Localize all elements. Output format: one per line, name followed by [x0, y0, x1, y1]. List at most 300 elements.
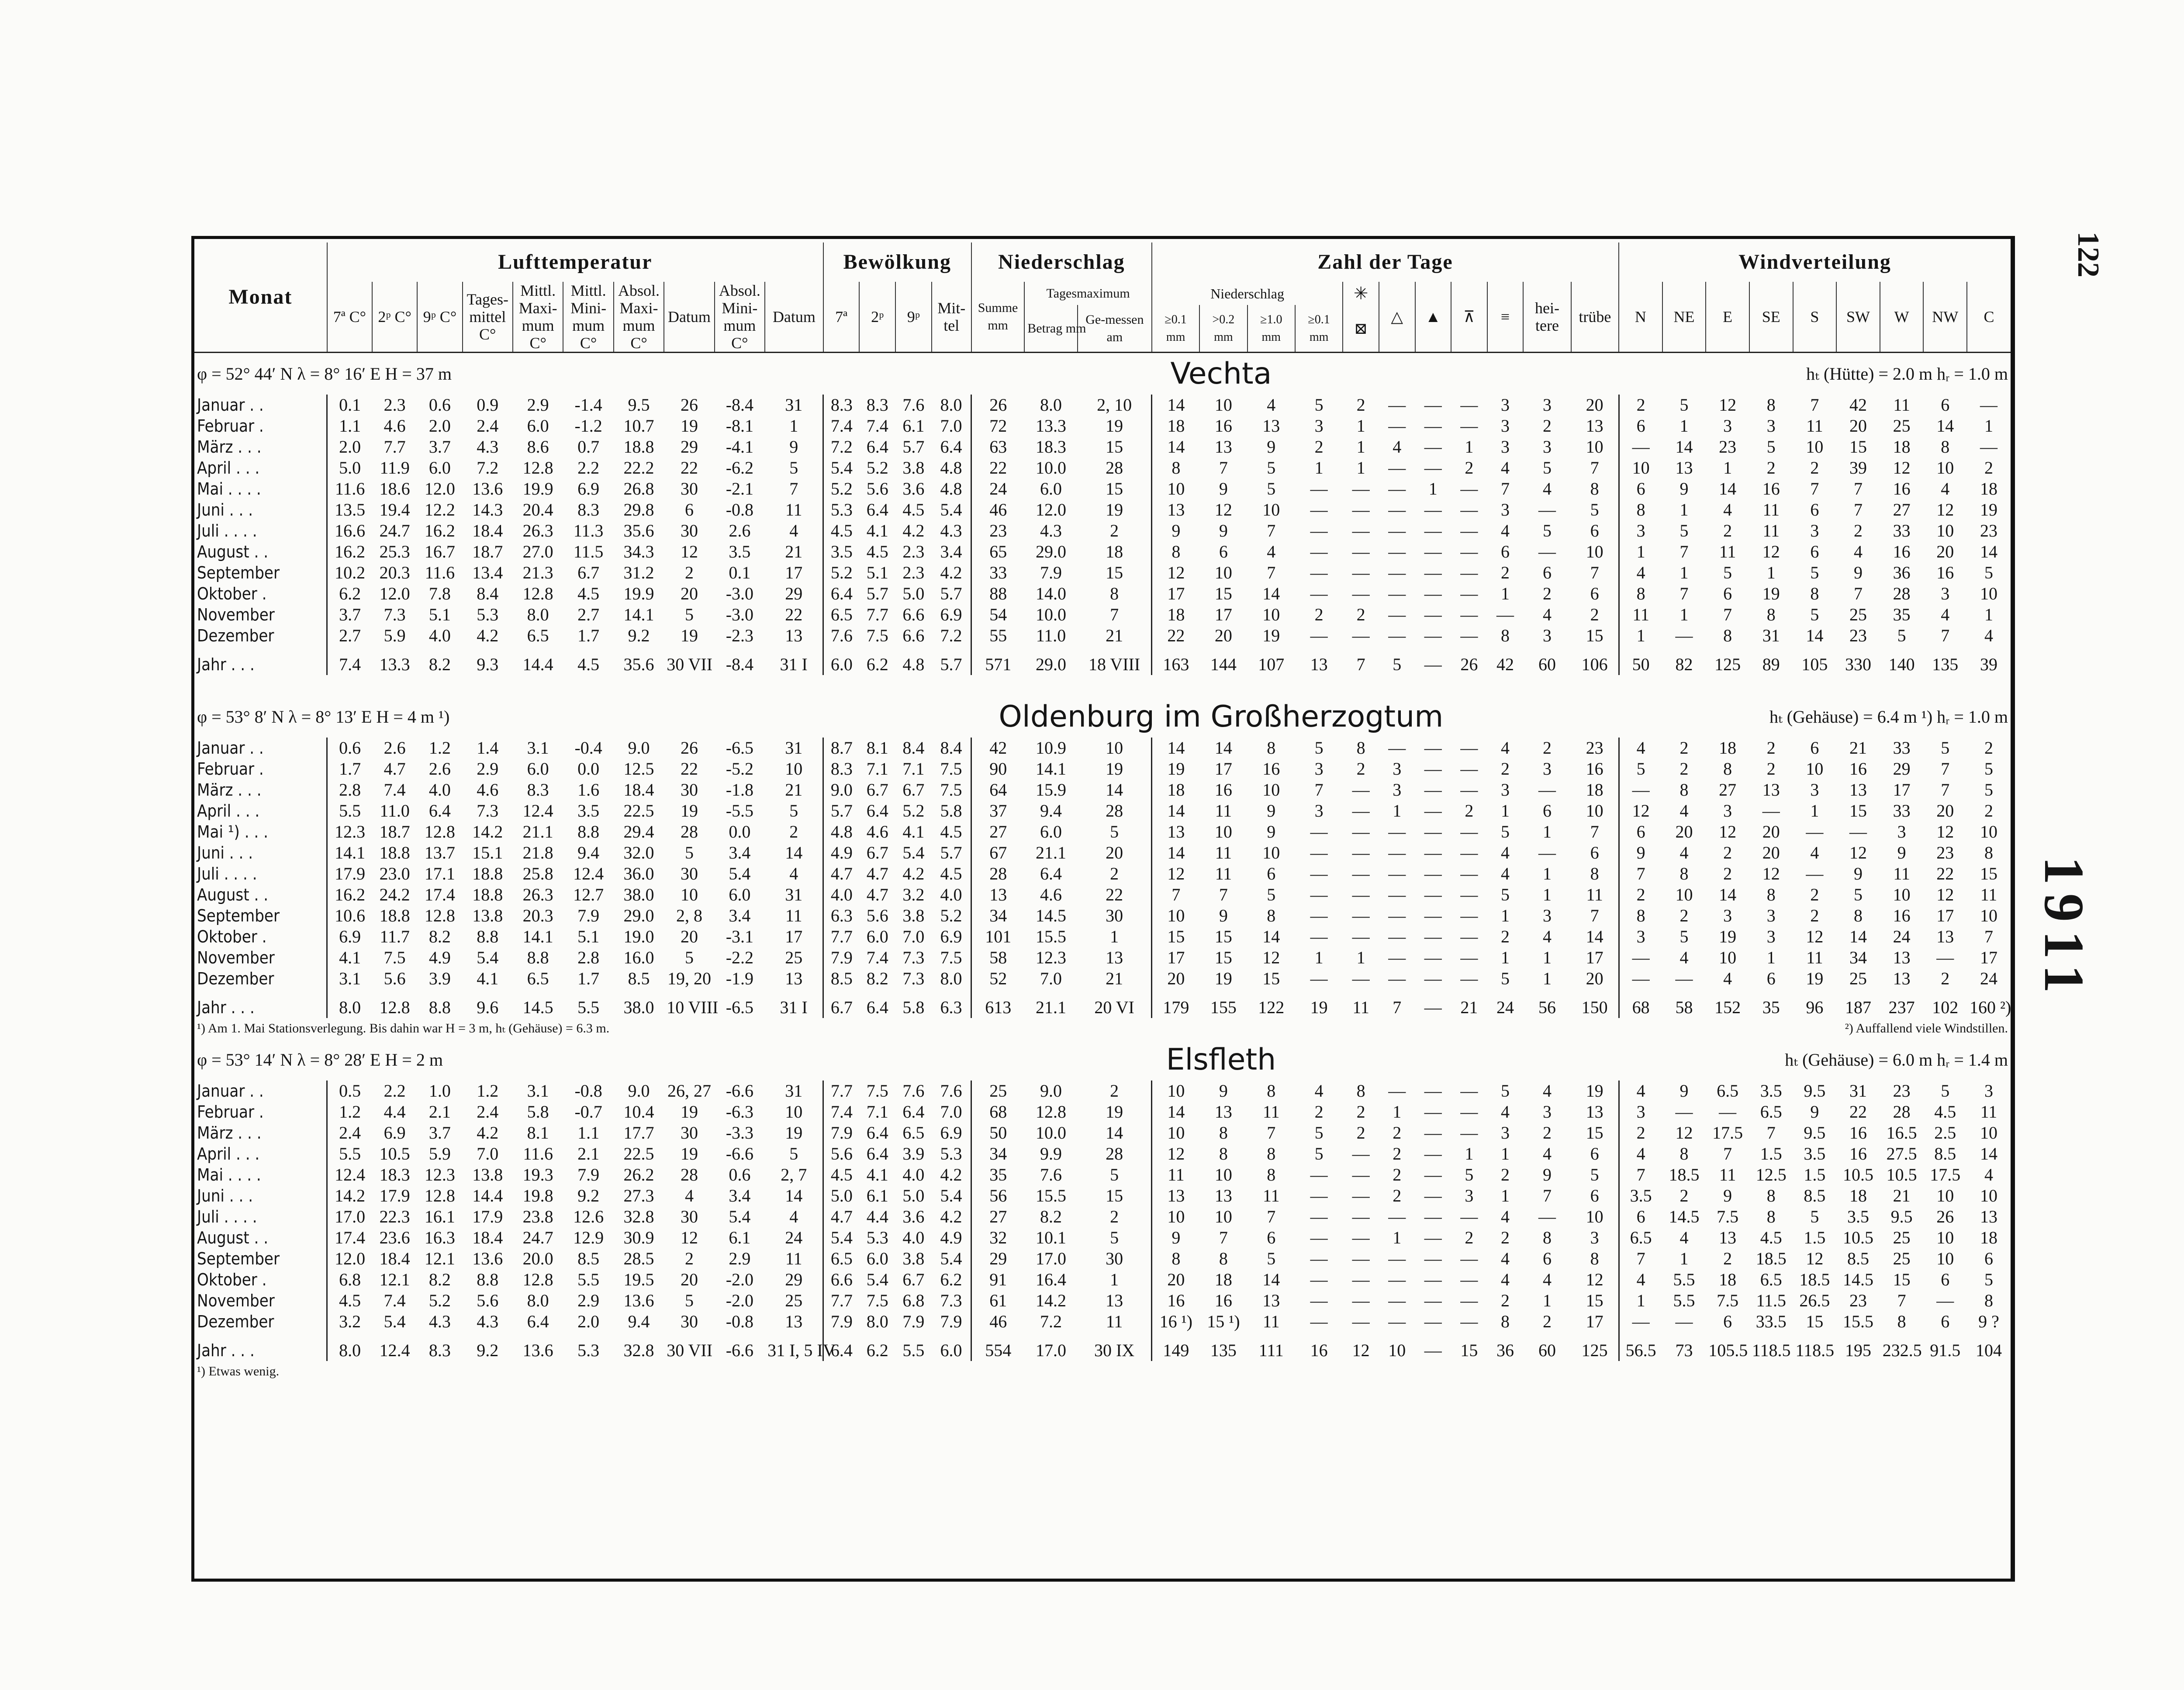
data-cell: 8.0	[940, 969, 962, 988]
data-cell: 17.4	[424, 885, 455, 904]
data-cell: —	[1460, 1312, 1478, 1331]
data-cell: 9.4	[1040, 801, 1062, 821]
data-cell: 12	[1762, 542, 1780, 561]
data-cell: 8.3	[429, 1340, 451, 1360]
data-cell: 3	[1465, 1186, 1474, 1205]
data-cell: 6	[1543, 563, 1552, 582]
data-cell: 10	[1806, 759, 1824, 779]
data-cell: 13	[1106, 1291, 1123, 1310]
data-cell: 5	[684, 1291, 694, 1310]
data-cell: 12.1	[424, 1249, 455, 1268]
data-cell: 8	[1267, 1081, 1276, 1101]
data-cell: 14	[1262, 1270, 1280, 1289]
data-cell: 10.5	[1842, 1228, 1873, 1247]
data-cell: 18	[1719, 738, 1737, 758]
data-cell: 20	[1106, 843, 1123, 862]
data-cell: 2.7	[577, 605, 600, 624]
data-cell: 8	[1267, 1165, 1276, 1184]
data-cell: 1.2	[327, 1101, 372, 1122]
data-cell: 7	[1219, 458, 1228, 478]
data-cell: 7	[1766, 1123, 1776, 1143]
month-cell: Jahr . . .	[197, 998, 255, 1017]
data-cell: 17.0	[1036, 1249, 1067, 1268]
data-cell: 7	[1941, 780, 1950, 800]
data-cell: 8.3	[823, 758, 860, 779]
data-cell: 8.4	[902, 738, 925, 758]
data-cell: 8	[1267, 906, 1276, 925]
data-cell: -2.2	[726, 948, 754, 967]
data-cell: 8	[1543, 1228, 1552, 1247]
data-cell: 2	[684, 563, 694, 582]
data-cell: -0.4	[574, 738, 602, 758]
data-cell: —	[1460, 542, 1478, 561]
data-cell: 12	[1214, 500, 1232, 519]
data-cell: 16	[1893, 479, 1911, 499]
data-cell: 6.4	[940, 437, 962, 457]
data-cell: 15.5	[1036, 927, 1067, 946]
data-cell: 5.2	[429, 1291, 451, 1310]
data-cell: —	[1424, 1186, 1442, 1205]
data-cell: 22	[1936, 864, 1954, 883]
data-cell: 1	[1465, 437, 1474, 457]
data-cell: 10	[1152, 905, 1199, 926]
data-cell: 4	[1619, 1269, 1662, 1290]
data-cell: 5.4	[384, 1312, 406, 1331]
data-cell: 3.1	[527, 738, 549, 758]
data-cell: 19	[1106, 500, 1123, 519]
data-cell: 4.8	[940, 479, 962, 499]
data-cell: 163	[1152, 646, 1199, 675]
month-cell: Dezember	[197, 626, 274, 645]
data-cell: 13	[1152, 1185, 1199, 1206]
data-cell: 22	[785, 605, 803, 624]
data-cell: 17.7	[623, 1123, 654, 1143]
data-cell: 6.7	[577, 563, 600, 582]
data-cell: —	[1352, 563, 1370, 582]
data-cell: 13	[1214, 437, 1232, 457]
data-cell: 10.5	[1842, 1165, 1873, 1184]
data-cell: 12.5	[623, 759, 654, 779]
data-cell: 5.3	[940, 1144, 962, 1164]
data-cell: 5.9	[384, 626, 406, 645]
data-cell: —	[1352, 906, 1370, 925]
data-cell: 3	[1501, 780, 1510, 800]
data-cell: —	[1388, 885, 1406, 904]
data-cell: 2, 10	[1097, 395, 1132, 415]
data-cell: 7.5	[866, 1081, 888, 1101]
month-cell: September	[197, 1249, 280, 1268]
data-cell: 10	[785, 759, 803, 779]
data-cell: 16.0	[623, 948, 654, 967]
data-cell: 6.4	[527, 1312, 549, 1331]
month-cell: September	[197, 906, 280, 925]
data-cell: —	[1310, 843, 1328, 862]
data-cell: 25	[1893, 1249, 1911, 1268]
data-cell: 31	[785, 395, 803, 415]
data-cell: 22	[971, 457, 1025, 478]
data-cell: 8	[1356, 1081, 1365, 1101]
data-cell: 4	[1543, 605, 1552, 624]
data-cell: 5.3	[477, 605, 499, 624]
data-cell: 30	[680, 864, 698, 883]
data-cell: —	[1388, 1249, 1406, 1268]
data-cell: 6.7	[866, 843, 888, 862]
data-cell: 31	[1762, 626, 1780, 645]
data-cell: 6	[1543, 801, 1552, 821]
data-cell: 91	[971, 1269, 1025, 1290]
data-cell: 30	[1106, 1249, 1123, 1268]
data-cell: 11.5	[573, 542, 604, 561]
data-cell: —	[1460, 1081, 1478, 1101]
month-cell: August . .	[197, 542, 269, 561]
data-cell: 10	[1214, 1207, 1232, 1226]
data-cell: 11	[1215, 843, 1232, 862]
data-cell: 0.7	[577, 437, 600, 457]
data-cell: —	[1460, 626, 1478, 645]
data-cell: 25	[1893, 1228, 1911, 1247]
data-cell: 2	[1356, 1102, 1365, 1122]
data-cell: 34	[971, 905, 1025, 926]
data-cell: —	[1936, 1291, 1954, 1310]
data-cell: —	[1310, 563, 1328, 582]
data-cell: 5	[1810, 605, 1819, 624]
data-cell: 2.4	[477, 416, 499, 436]
data-cell: 9	[1853, 563, 1863, 582]
data-cell: 6.2	[940, 1270, 962, 1289]
data-cell: 67	[971, 842, 1025, 863]
data-cell: 18.3	[379, 1165, 410, 1184]
data-cell: 9	[1267, 822, 1276, 842]
data-cell: 3	[1619, 1101, 1662, 1122]
data-cell: 6	[1501, 542, 1510, 561]
data-cell: 2.8	[577, 948, 600, 967]
data-cell: 19.9	[522, 479, 553, 499]
data-cell: 7	[1984, 927, 1994, 946]
data-cell: 96	[1806, 997, 1824, 1017]
data-cell: 2.7	[327, 625, 372, 646]
data-cell: 118.5	[1752, 1340, 1791, 1360]
data-cell: -1.8	[726, 780, 754, 800]
data-cell: 14	[1586, 927, 1603, 946]
data-cell: 14.5	[1842, 1270, 1873, 1289]
data-cell: 16.6	[327, 520, 372, 541]
data-cell: 7.7	[823, 1080, 860, 1101]
data-cell: —	[1496, 605, 1514, 624]
data-cell: 1	[1766, 948, 1776, 967]
table-row	[194, 1080, 2011, 1101]
data-cell: 25	[1893, 416, 1911, 436]
data-cell: -2.0	[726, 1270, 754, 1289]
data-cell: 7.9	[577, 1165, 600, 1184]
data-cell: 7.9	[1040, 563, 1062, 582]
data-cell: -3.0	[726, 584, 754, 603]
data-cell: 5.8	[902, 997, 925, 1017]
data-cell: 4.1	[327, 947, 372, 968]
data-cell: 16	[1586, 759, 1603, 779]
data-cell: 6	[1723, 584, 1732, 603]
data-cell: 4.6	[1040, 885, 1062, 904]
data-cell: —	[1388, 948, 1406, 967]
data-cell: 5.7	[902, 437, 925, 457]
data-cell: 11	[1106, 1312, 1123, 1331]
data-cell: 6	[1810, 542, 1819, 561]
data-cell: 36	[1893, 563, 1911, 582]
data-cell: —	[1388, 1291, 1406, 1310]
data-cell: 8	[1679, 864, 1689, 883]
data-cell: 2	[1853, 521, 1863, 540]
data-cell: 7	[1219, 1228, 1228, 1247]
data-cell: 8.5	[1804, 1186, 1826, 1205]
data-cell: 5	[789, 458, 798, 478]
data-cell: 14.3	[472, 500, 503, 519]
data-cell: 12.8	[424, 906, 455, 925]
data-cell: 13	[785, 1312, 803, 1331]
data-cell: 19, 20	[667, 969, 711, 988]
data-cell: 21	[785, 542, 803, 561]
data-cell: 1	[1810, 801, 1819, 821]
data-cell: 26.5	[1799, 1291, 1830, 1310]
data-cell: 6	[1941, 1312, 1950, 1331]
data-cell: —	[1936, 948, 1954, 967]
data-cell: 102	[1932, 997, 1959, 1017]
data-cell: 11	[1619, 604, 1662, 625]
data-cell: 15	[1586, 1291, 1603, 1310]
data-cell: 11.5	[1756, 1291, 1786, 1310]
data-cell: 18 VIII	[1089, 655, 1140, 674]
data-cell: 7	[1679, 584, 1689, 603]
data-cell: 9.4	[577, 843, 600, 862]
data-cell: 11	[1893, 864, 1910, 883]
data-cell: 11	[1719, 542, 1736, 561]
data-cell: 16	[1762, 479, 1780, 499]
data-cell: 7	[1590, 458, 1599, 478]
data-cell: 60	[1538, 1340, 1556, 1360]
data-cell: 1	[1543, 885, 1552, 904]
data-cell: 12	[1806, 1249, 1824, 1268]
data-cell: 125	[1714, 655, 1741, 674]
data-cell: 10	[1586, 801, 1603, 821]
data-cell: 3	[1766, 416, 1776, 436]
data-cell: 11	[785, 1249, 802, 1268]
data-cell: 10	[1586, 437, 1603, 457]
data-cell: 4.0	[902, 1165, 925, 1184]
data-cell: —	[1388, 563, 1406, 582]
data-cell: 5.0	[327, 457, 372, 478]
data-cell: 4.1	[866, 1165, 888, 1184]
month-cell: Dezember	[197, 969, 274, 988]
data-cell: 2	[1314, 1102, 1324, 1122]
data-cell: —	[1619, 968, 1662, 989]
data-cell: 13	[1893, 969, 1911, 988]
data-cell: 25.3	[379, 542, 410, 561]
data-cell: 1	[1393, 1102, 1402, 1122]
data-cell: 3	[1810, 780, 1819, 800]
data-cell: 19	[1762, 584, 1780, 603]
data-cell: 27	[1893, 500, 1911, 519]
data-cell: —	[1424, 500, 1442, 519]
data-cell: 12	[1262, 948, 1280, 967]
data-cell: 7.1	[902, 759, 925, 779]
month-cell: Dezember	[197, 1312, 274, 1331]
data-cell: 14	[1262, 927, 1280, 946]
data-cell: -6.6	[726, 1081, 754, 1101]
table-row	[194, 625, 2011, 646]
data-cell: —	[1388, 906, 1406, 925]
data-cell: 4	[1267, 542, 1276, 561]
data-cell: 4	[1543, 1081, 1552, 1101]
data-cell: 5.5	[1673, 1270, 1695, 1289]
data-cell: 6.8	[327, 1269, 372, 1290]
data-cell: 7.3	[477, 801, 499, 821]
data-cell: 4.8	[823, 821, 860, 842]
data-cell: —	[1424, 801, 1442, 821]
data-cell: 4	[1619, 738, 1662, 758]
data-cell: 5	[1590, 1165, 1599, 1184]
data-cell: 4	[1501, 1270, 1510, 1289]
data-cell: 26	[1460, 655, 1478, 674]
data-cell: 12.0	[1036, 500, 1067, 519]
month-cell: Mai . . . .	[197, 1165, 261, 1184]
data-cell: —	[1460, 1249, 1478, 1268]
data-cell: 3.5	[1847, 1207, 1869, 1226]
data-cell: 16	[1262, 759, 1280, 779]
data-cell: 21	[785, 780, 803, 800]
data-cell: 10	[1262, 605, 1280, 624]
data-cell: 63	[971, 436, 1025, 457]
data-cell: 10	[1936, 521, 1954, 540]
data-cell: 19	[680, 1144, 698, 1164]
data-cell: 13.6	[472, 479, 503, 499]
data-cell: 5.6	[384, 969, 406, 988]
data-cell: -6.5	[726, 997, 754, 1017]
data-cell: 2	[1393, 1144, 1402, 1164]
data-cell: —	[1352, 801, 1370, 821]
data-cell: 16.1	[424, 1207, 455, 1226]
data-cell: 3	[1543, 395, 1552, 415]
data-cell: 19.0	[623, 927, 654, 946]
col-header: Tages-mittel C°	[463, 282, 513, 353]
station-name: Vechta	[1170, 356, 1272, 391]
data-cell: 24.7	[379, 521, 410, 540]
data-cell: —	[1388, 843, 1406, 862]
data-cell: 14.5	[1036, 906, 1067, 925]
data-cell: 6.1	[729, 1228, 751, 1247]
data-cell: —	[1424, 626, 1442, 645]
data-cell: 7.9	[823, 947, 860, 968]
data-cell: 10	[785, 1102, 803, 1122]
data-cell: 7	[1314, 780, 1324, 800]
data-cell: 7.7	[384, 437, 406, 457]
table-row	[194, 1164, 2011, 1185]
data-cell: 8	[1941, 437, 1950, 457]
data-cell: 9.9	[1040, 1144, 1062, 1164]
data-cell: 4.0	[902, 1228, 925, 1247]
data-cell: 3.5	[729, 542, 751, 561]
data-cell: 118.5	[1795, 1340, 1835, 1360]
data-cell: —	[1424, 1249, 1442, 1268]
data-cell: 12.3	[1036, 948, 1067, 967]
data-cell: 5.7	[940, 843, 962, 862]
data-cell: 15	[1214, 948, 1232, 967]
data-cell: 5	[789, 801, 798, 821]
data-cell: 10	[1586, 542, 1603, 561]
data-cell: 6.0	[429, 458, 451, 478]
data-cell: 7.4	[384, 780, 406, 800]
data-cell: 2	[1723, 1249, 1732, 1268]
table-row	[194, 884, 2011, 905]
data-cell: 6	[1219, 542, 1228, 561]
data-cell: 12	[1152, 863, 1199, 884]
col-header: >0.2 mm	[1199, 305, 1247, 352]
data-cell: 5	[1501, 885, 1510, 904]
data-cell: 8.8	[477, 927, 499, 946]
data-cell: 8	[1590, 864, 1599, 883]
data-cell: 155	[1210, 997, 1237, 1017]
data-cell: 11	[1762, 521, 1780, 540]
data-cell: 125	[1581, 1340, 1608, 1360]
col-header: SE	[1749, 282, 1793, 353]
data-cell: 13	[1152, 821, 1199, 842]
data-cell: 6.0	[866, 1249, 888, 1268]
data-cell: —	[1460, 843, 1478, 862]
data-cell: 2	[1501, 1165, 1510, 1184]
data-cell: 60	[1538, 655, 1556, 674]
col-header: Datum	[664, 282, 714, 353]
data-cell: 10	[1936, 1228, 1954, 1247]
data-cell: 7.4	[823, 1101, 860, 1122]
data-cell: 3	[1393, 780, 1402, 800]
data-cell: 10 VIII	[667, 997, 719, 1017]
data-cell: 5	[1941, 738, 1950, 758]
data-cell: 4.2	[940, 1207, 962, 1226]
data-cell: 554	[971, 1332, 1025, 1361]
table-row	[194, 968, 2011, 989]
month-cell: Juli . . . .	[197, 1207, 257, 1226]
data-cell: 3.1	[527, 1081, 549, 1101]
data-cell: 27.0	[522, 542, 553, 561]
data-cell: 5	[789, 1144, 798, 1164]
data-cell: 28	[1106, 801, 1123, 821]
data-cell: 14	[1152, 800, 1199, 821]
data-cell: 5.2	[823, 562, 860, 583]
data-cell: 4.6	[866, 822, 888, 842]
data-cell: 2.1	[577, 1144, 600, 1164]
data-cell: 5	[1897, 626, 1906, 645]
data-cell: 5	[1465, 1165, 1474, 1184]
data-cell: 4	[1501, 458, 1510, 478]
data-cell: 15	[1106, 1186, 1123, 1205]
data-cell: 19	[1106, 759, 1123, 779]
month-cell: Januar . .	[197, 395, 264, 415]
data-cell: 0.1	[327, 395, 372, 416]
data-cell: 13	[1586, 416, 1603, 436]
data-cell: 18.4	[623, 780, 654, 800]
data-cell: —	[1719, 1102, 1737, 1122]
data-cell: 18	[1586, 780, 1603, 800]
station-name: Oldenburg im Großherzogtum	[999, 699, 1444, 734]
data-cell: 2, 8	[676, 906, 702, 925]
data-cell: 6.4	[866, 801, 888, 821]
data-cell: 5	[1110, 1165, 1119, 1184]
data-cell: 22	[680, 458, 698, 478]
col-header: ⊠	[1343, 305, 1379, 352]
data-cell: —	[1310, 1186, 1328, 1205]
data-cell: 7.1	[866, 1102, 888, 1122]
data-cell: 4	[1543, 1270, 1552, 1289]
data-cell: 2	[1393, 1165, 1402, 1184]
data-cell: 1	[1501, 1186, 1510, 1205]
data-cell: 29	[680, 437, 698, 457]
